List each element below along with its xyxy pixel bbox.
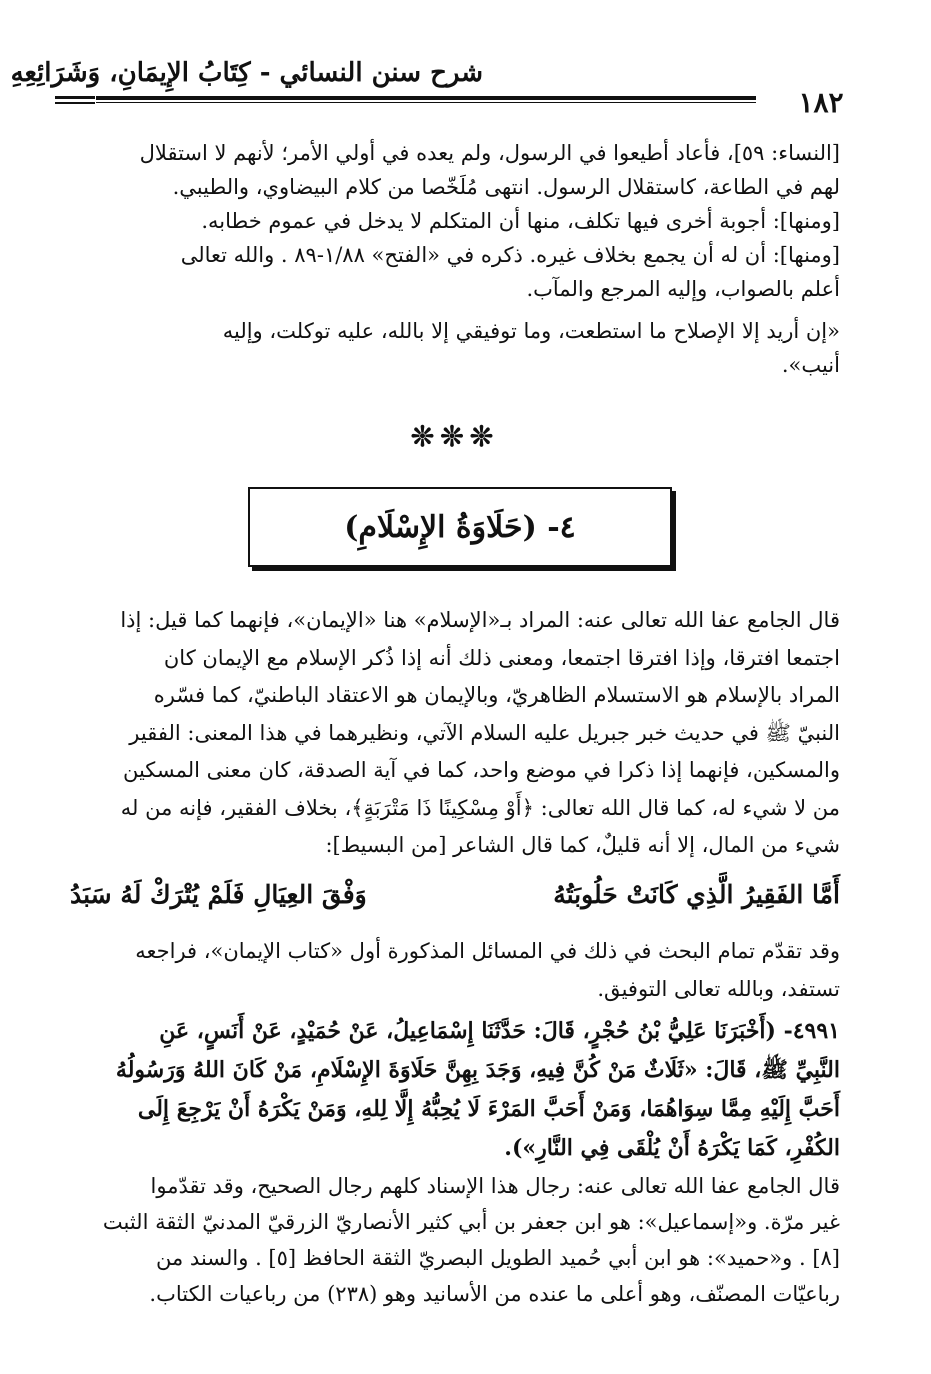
running-header-title: شرح سنن النسائي - كِتَابُ الإِيمَانِ، وَشَرَائِعِهِ [10,58,483,88]
text-line: المراد بالإسلام هو الاستسلام الظاهريّ، وبالإيمان هو الاعتقاد الباطنيّ، كما فسّره [153,683,840,707]
text-line: غير مرّة. و«إسماعيل»: هو ابن جعفر بن أبي كثير الأنصاريّ الزرقيّ المدنيّ الثقة الثبت [102,1210,840,1234]
text-line: النَّبِيِّ ﷺ، قَالَ: «ثَلَاثٌ مَنْ كُنَّ فِيهِ، وَجَدَ بِهِنَّ حَلَاوَةَ الإِسْلَامِ، مَنْ كَانَ اللهُ وَرَسُولُهُ [115,1057,840,1083]
text-line: أعلم بالصواب، وإليه المرجع والمآب. [526,277,840,301]
text-line: «إن أريد إلا الإصلاح ما استطعت، وما توفيقي إلا بالله، عليه توكلت، وإليه [222,319,840,343]
header-rule-short [55,96,95,99]
text-line: [ومنها]: أن له أن يجمع بخلاف غيره. ذكره في «الفتح» ١/٨٨-٨٩ . والله تعالى [180,243,840,267]
page-number: ١٨٢ [798,86,844,119]
after-verse-section [72,932,840,1008]
text-line: [النساء: ٥٩]، فأعاد أطيعوا في الرسول، ولم يعده في أولي الأمر؛ لأنهم لا استقلال [139,141,840,165]
verse-left-hemistich: وَفْقَ العِيَالِ فَلَمْ يُتْرَكْ لَهُ سَبَدُ [70,880,367,909]
text-line: ٤٩٩١- (أَخْبَرَنَا عَلِيُّ بْنُ حُجْرٍ، قَالَ: حَدَّثَنَا إِسْمَاعِيلُ، عَنْ حُمَيْدٍ، عَنْ أَنَسٍ، عَنِ [159,1018,840,1044]
commentary-section [72,602,840,865]
text-line: الكُفْرِ، كَمَا يَكْرَهُ أَنْ يُلْقَى فِي النَّارِ»). [504,1135,840,1161]
top-section [72,136,840,382]
text-line: شيء من المال، إلا أنه قليلٌ، كما قال الشاعر [من البسيط]: [325,833,840,857]
text-line: وقد تقدّم تمام البحث في ذلك في المسائل المذكورة أول «كتاب الإيمان»، فراجعه [135,939,840,963]
header-rule [96,96,756,100]
text-line: تستفد، وبالله تعالى التوفيق. [597,977,840,1001]
text-line: [٨] . و«حميد»: هو ابن أبي حُميد الطويل البصريّ الثقة الحافظ [٥] . والسند من [156,1246,840,1270]
chapter-heading-box [248,487,672,567]
text-line: من لا شيء له، كما قال الله تعالى: ﴿أَوْ مِسْكِينًا ذَا مَتْرَبَةٍ﴾، بخلاف الفقير، فإنه من له [120,795,840,820]
final-commentary-section [72,1168,840,1312]
text-line: النبيّ ﷺ في حديث خبر جبريل عليه السلام الآتي، ونظيرهما في هذا المعنى: الفقير [129,720,840,745]
text-line: لهم في الطاعة، كاستقلال الرسول. انتهى مُلَخّصا من كلام البيضاوي، والطيبي. [172,175,840,199]
section-separator: ❊❊❊ [410,420,500,453]
text-line: قال الجامع عفا الله تعالى عنه: رجال هذا الإسناد كلهم رجال الصحيح، وقد تقدّموا [150,1174,840,1198]
text-line: والمسكين، فإنهما إذا ذكرا في موضع واحد، كما في آية الصدقة، كان معنى المسكين [122,758,840,782]
text-line: قال الجامع عفا الله تعالى عنه: المراد بـ«الإسلام» هنا «الإيمان»، فإنهما كما قيل: إذا [120,608,840,632]
text-line: [ومنها]: أجوبة أخرى فيها تكلف، منها أن المتكلم لا يدخل في عموم خطابه. [201,209,840,233]
text-line: رباعيّات المصنّف، وهو أعلى ما عنده من الأسانيد وهو (٢٣٨) من رباعيات الكتاب. [149,1282,840,1306]
verse-right-hemistich: أَمَّا الفَقِيرُ الَّذِي كَانَتْ حَلُوبَتُهُ [553,880,840,909]
text-line: أَحَبَّ إِلَيْهِ مِمَّا سِوَاهُمَا، وَمَنْ أَحَبَّ المَرْءَ لَا يُحِبُّهُ إِلَّا لِلهِ، وَمَنْ يَكْرَهُ أَنْ يَرْجِعَ إِلَى [137,1096,840,1122]
poetry-verse [70,880,840,909]
hadith-text [72,1012,840,1168]
text-line: اجتمعا افترقا، وإذا افترقا اجتمعا، ومعنى ذلك أنه إذا ذُكر الإسلام مع الإيمان كان [163,645,840,670]
text-line: أنيب». [781,353,840,377]
chapter-title: ٤- (حَلَاوَةُ الإِسْلَامِ) [344,509,576,545]
